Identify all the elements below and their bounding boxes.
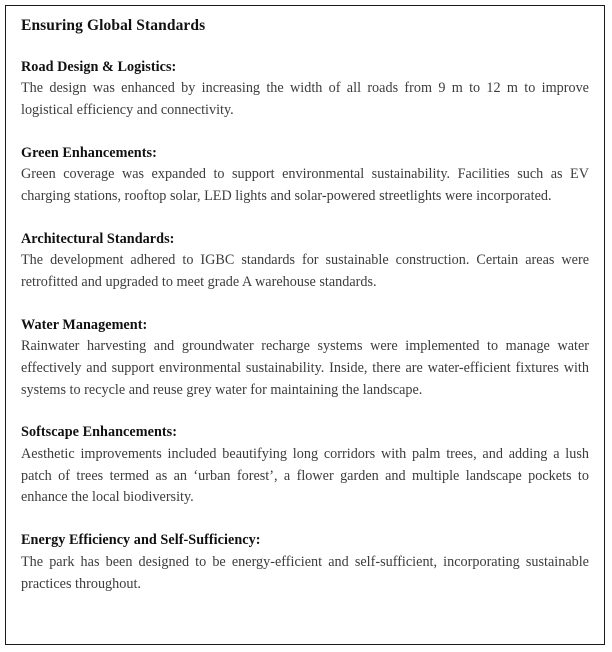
section-green-enhancements <box>21 143 589 208</box>
section-heading: Softscape Enhancements: <box>21 424 178 441</box>
section-softscape-enhancements <box>21 422 589 509</box>
section-water-management <box>21 315 589 402</box>
section-heading: Energy Efficiency and Self-Sufficiency: <box>21 532 261 549</box>
section-heading: Green Enhancements: <box>21 144 157 161</box>
section-body: The park has been designed to be energy-efficient and self-sufficient, incorporating sustainable practices throughout. <box>21 553 589 592</box>
section-architectural-standards <box>21 229 589 294</box>
section-body: The design was enhanced by increasing the width of all roads from 9 m to 12 m to improve logistical efficiency and connectivity. <box>21 80 589 118</box>
section-body: The development adhered to IGBC standards for sustainable construction. Certain areas were retrofitted and upgraded to meet grade A warehouse standards. <box>21 252 589 290</box>
section-heading: Water Management: <box>21 316 148 333</box>
section-heading: Architectural Standards: <box>21 230 175 247</box>
document-content <box>6 6 604 603</box>
section-body: Aesthetic improvements included beautifying long corridors with palm trees, and adding a lush patch of trees termed as an ‘urban forest’, a flower garden and multiple landscape pockets to enhance the local biodiversity. <box>21 446 589 506</box>
section-energy-efficiency-and-self-sufficiency <box>21 530 589 595</box>
section-road-design-and-logistics <box>21 57 589 122</box>
document-frame <box>5 5 605 645</box>
section-body: Rainwater harvesting and groundwater recharge systems were implemented to manage water effectively and support environmental sustainability. Inside, there are water-efficient fixtures with systems to recycle and reuse grey water for maintaining the landscape. <box>21 338 589 398</box>
section-body: Green coverage was expanded to support environmental sustainability. Facilities such as EV charging stations, rooftop solar, LED lights and solar-powered streetlights were incorporated. <box>21 166 589 204</box>
section-heading: Road Design & Logistics: <box>21 58 177 75</box>
page-title: Ensuring Global Standards <box>21 17 206 34</box>
